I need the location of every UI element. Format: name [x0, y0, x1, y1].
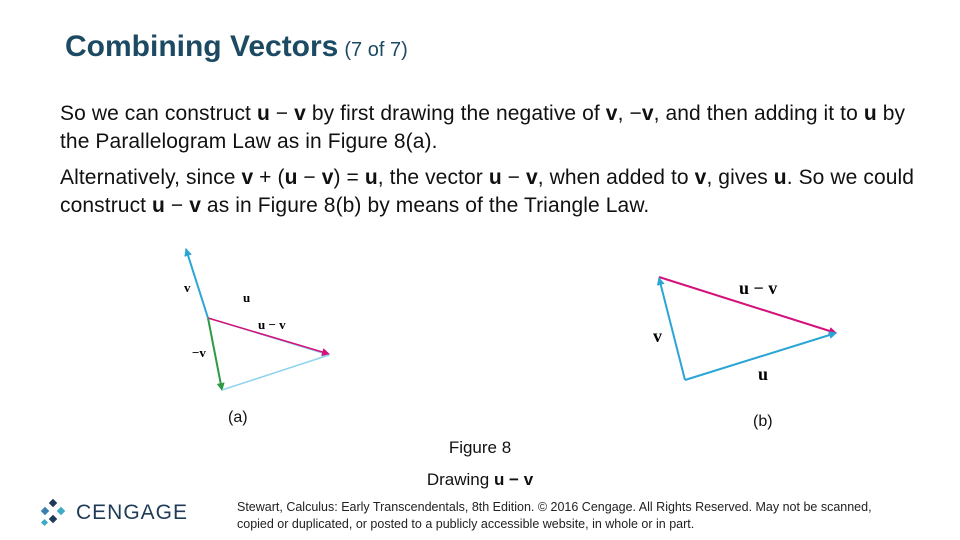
figure-subtitle: Drawing u − v	[426, 470, 534, 489]
label-u-b: u	[758, 364, 769, 384]
label-v-a: v	[184, 280, 191, 295]
logo-wordmark: CENGAGE	[76, 501, 189, 524]
paragraph-triangle: Alternatively, since v + (u − v) = u, the vector u − v, when added to v, gives u. So we could construct u − v as in Figure 8(b) by means of the Triangle Law.	[60, 166, 915, 217]
paragraph-parallelogram: So we can construct u − v by first drawing the negative of v, −v, and then adding it to u by the Parallelogram Law as in Figure 8(a).	[60, 102, 906, 153]
parallelogram-side-a	[222, 355, 329, 390]
cengage-logo	[38, 498, 188, 528]
cengage-mark-icon	[38, 498, 68, 528]
caption-a: (a)	[228, 409, 248, 426]
title-suffix: (7 of 7)	[344, 39, 408, 61]
figure-b	[653, 277, 836, 384]
label-v-b: v	[653, 326, 662, 346]
caption-b: (b)	[753, 413, 773, 430]
figure-title: Figure 8	[448, 438, 512, 457]
figure-a	[184, 249, 329, 390]
title-main: Combining Vectors	[65, 30, 339, 63]
vector-v-b	[659, 278, 685, 380]
label-u-a: u	[243, 290, 251, 305]
label-neg-v-a: −v	[192, 345, 206, 360]
vector-neg-v-a	[208, 318, 222, 390]
copyright-notice: Stewart, Calculus: Early Transcendentals, 8th Edition. © 2016 Cengage. All Rights Reserved. May not be scanned, copied or duplicated, or posted to a publicly accessible website, in whole or in part.	[237, 500, 872, 531]
label-u-minus-v-a: u − v	[258, 317, 286, 332]
label-u-minus-v-b: u − v	[739, 278, 778, 298]
